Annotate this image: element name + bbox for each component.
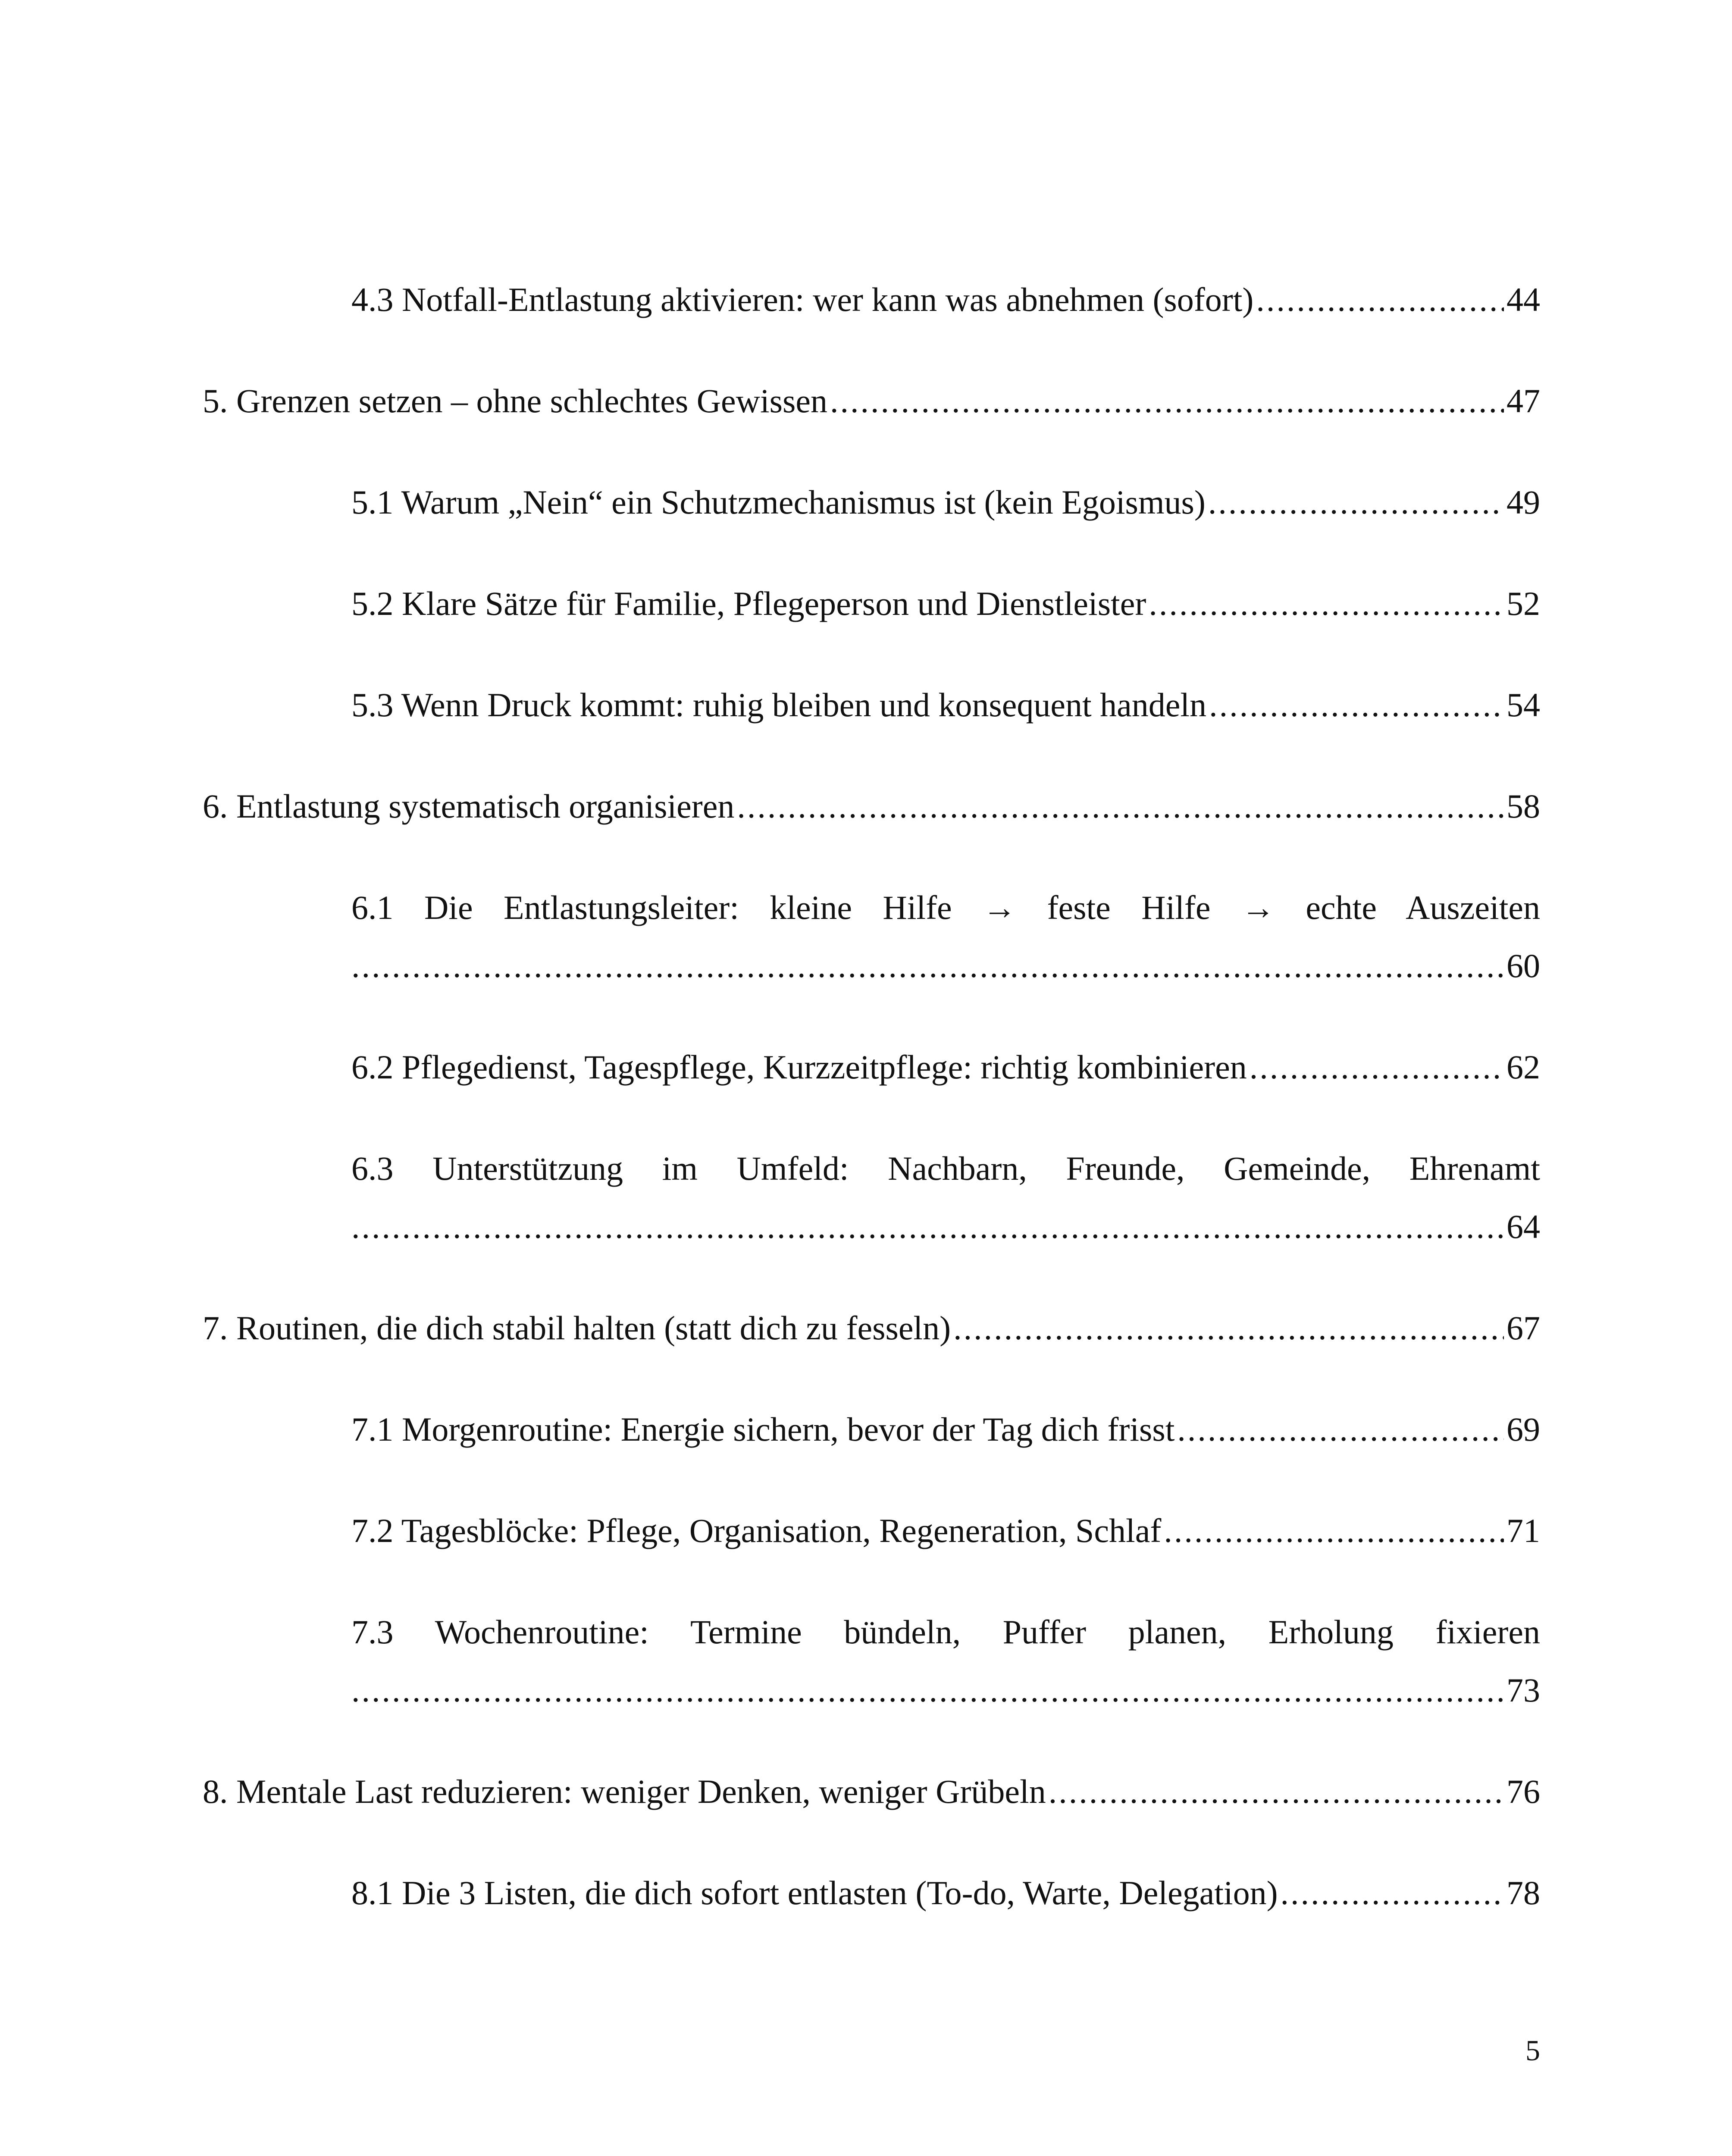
toc-entry-page: 76 bbox=[1506, 1773, 1540, 1810]
toc-entry-page: 58 bbox=[1506, 787, 1540, 825]
toc-entry-title: 7. Routinen, die dich stabil halten (statt dich zu fesseln) bbox=[203, 1309, 951, 1347]
dot-leader bbox=[1049, 1768, 1504, 1815]
toc-entry-title: 5. Grenzen setzen – ohne schlechtes Gewissen bbox=[203, 382, 827, 420]
toc-entry-line bbox=[203, 1304, 1540, 1352]
toc-entry-page: 47 bbox=[1506, 382, 1540, 420]
toc-entry-line bbox=[351, 479, 1540, 526]
toc-entry-line bbox=[351, 1507, 1540, 1554]
toc-entry-title: 7.2 Tagesblöcke: Pflege, Organisation, Regeneration, Schlaf bbox=[351, 1512, 1162, 1549]
dot-leader bbox=[1164, 1507, 1504, 1554]
toc-entry-title: 7.1 Morgenroutine: Energie sichern, bevor der Tag dich frisst bbox=[351, 1410, 1175, 1448]
dot-leader bbox=[351, 1203, 1504, 1250]
toc-entry-line bbox=[351, 942, 1540, 990]
toc-entry-title: 5.1 Warum „Nein“ ein Schutzmechanismus ist (kein Egoismus) bbox=[351, 483, 1206, 521]
toc-entry-title: 8. Mentale Last reduzieren: weniger Denken, weniger Grübeln bbox=[203, 1773, 1046, 1810]
toc-entry-line bbox=[351, 1203, 1540, 1250]
dot-leader bbox=[1256, 276, 1504, 323]
toc-entry-title: 6.1 Die Entlastungsleiter: kleine Hilfe → feste Hilfe → echte Auszeiten bbox=[351, 889, 1540, 926]
toc-entry-title: 6.2 Pflegedienst, Tagespflege, Kurzzeitpflege: richtig kombinieren bbox=[351, 1048, 1247, 1086]
toc-entry-title: 8.1 Die 3 Listen, die dich sofort entlasten (To-do, Warte, Delegation) bbox=[351, 1874, 1278, 1912]
toc-entry-page: 49 bbox=[1506, 483, 1540, 521]
toc-entry-page: 64 bbox=[1506, 1208, 1540, 1245]
page-number: 5 bbox=[1525, 2034, 1540, 2067]
toc-entry-title: 6.3 Unterstützung im Umfeld: Nachbarn, Freunde, Gemeinde, Ehrenamt bbox=[351, 1150, 1540, 1187]
dot-leader bbox=[351, 1667, 1504, 1714]
toc-entry-line bbox=[351, 580, 1540, 627]
dot-leader bbox=[1281, 1869, 1504, 1917]
toc-entry-title: 6. Entlastung systematisch organisieren bbox=[203, 787, 735, 825]
toc-entry-page: 67 bbox=[1506, 1309, 1540, 1347]
dot-leader bbox=[351, 942, 1504, 990]
toc-entry-page: 78 bbox=[1506, 1874, 1540, 1912]
toc-entry-line bbox=[203, 783, 1540, 830]
toc-entry-line bbox=[351, 1406, 1540, 1453]
toc-entry-page: 69 bbox=[1506, 1410, 1540, 1448]
toc-entry-page: 62 bbox=[1506, 1048, 1540, 1086]
dot-leader bbox=[1149, 580, 1504, 627]
toc-entry-line bbox=[351, 1044, 1540, 1091]
toc-entry-title: 5.2 Klare Sätze für Familie, Pflegeperson und Dienstleister bbox=[351, 585, 1146, 622]
toc-entry-line bbox=[203, 377, 1540, 425]
toc-entry-line bbox=[203, 1768, 1540, 1815]
toc-entry-page: 54 bbox=[1506, 686, 1540, 724]
toc-entry-page: 44 bbox=[1506, 281, 1540, 318]
toc-entry-line bbox=[351, 276, 1540, 323]
toc-entry-page: 52 bbox=[1506, 585, 1540, 622]
toc-entry-line bbox=[351, 1667, 1540, 1714]
toc-entry-page: 71 bbox=[1506, 1512, 1540, 1549]
toc-entry-line bbox=[351, 681, 1540, 729]
dot-leader bbox=[1250, 1044, 1504, 1091]
dot-leader bbox=[1209, 681, 1504, 729]
toc-entry-title: 4.3 Notfall-Entlastung aktivieren: wer kann was abnehmen (sofort) bbox=[351, 281, 1254, 318]
toc-entry-line bbox=[351, 1869, 1540, 1917]
toc-entry-title: 5.3 Wenn Druck kommt: ruhig bleiben und konsequent handeln bbox=[351, 686, 1207, 724]
toc-entry-page: 73 bbox=[1506, 1671, 1540, 1709]
dot-leader bbox=[830, 377, 1504, 425]
dot-leader bbox=[1208, 479, 1504, 526]
toc-entry-title: 7.3 Wochenroutine: Termine bündeln, Puffer planen, Erholung fixieren bbox=[351, 1613, 1540, 1651]
dot-leader bbox=[1177, 1406, 1504, 1453]
dot-leader bbox=[953, 1304, 1504, 1352]
dot-leader bbox=[737, 783, 1504, 830]
toc-entry-page: 60 bbox=[1506, 947, 1540, 984]
